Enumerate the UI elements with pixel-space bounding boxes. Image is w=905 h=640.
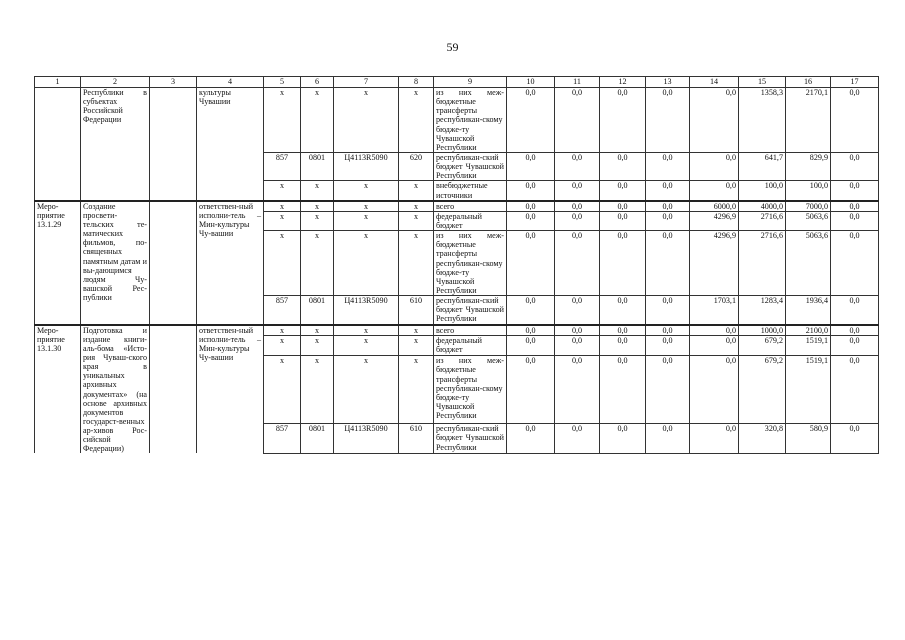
cell-value: 0,0 bbox=[690, 181, 739, 201]
cell-value: 4296,9 bbox=[690, 231, 739, 296]
cell-executor: ответствен-ный исполни-тель – Мин-культуры Чу-вашии bbox=[197, 201, 264, 325]
cell-event: Меро-приятие 13.1.29 bbox=[35, 201, 81, 325]
cell-value: 0,0 bbox=[507, 336, 555, 356]
cell-section: x bbox=[301, 336, 334, 356]
cell-value: 1519,1 bbox=[786, 336, 831, 356]
cell-value: 641,7 bbox=[739, 152, 786, 180]
cell-value: 0,0 bbox=[507, 181, 555, 201]
col-header: 14 bbox=[690, 77, 739, 88]
cell-section: x bbox=[301, 356, 334, 424]
cell-value: 2170,1 bbox=[786, 88, 831, 153]
cell-value: 0,0 bbox=[600, 201, 646, 212]
cell-value: 0,0 bbox=[600, 296, 646, 325]
cell-value: 0,0 bbox=[507, 296, 555, 325]
cell-executor: ответствен-ный исполни-тель – Мин-культуры Чу-вашии bbox=[197, 325, 264, 454]
cell-type: x bbox=[399, 325, 434, 336]
cell-value: 100,0 bbox=[739, 181, 786, 201]
col-header: 7 bbox=[334, 77, 399, 88]
cell-target: x bbox=[334, 201, 399, 212]
cell-event: Меро-приятие 13.1.30 bbox=[35, 325, 81, 454]
cell-value: 0,0 bbox=[646, 231, 690, 296]
cell-source: республикан-ский бюджет Чувашской Республики bbox=[434, 152, 507, 180]
cell-section: x bbox=[301, 181, 334, 201]
cell-value: 1703,1 bbox=[690, 296, 739, 325]
cell-value: 0,0 bbox=[600, 336, 646, 356]
cell-type: 610 bbox=[399, 296, 434, 325]
cell-value: 1000,0 bbox=[739, 325, 786, 336]
cell-type: x bbox=[399, 336, 434, 356]
cell-value: 4000,0 bbox=[739, 201, 786, 212]
cell-event-name: Подготовка и издание книги-аль-бома «Исто-рия Чуваш-ского края в уникальных архивных документах» (на основе архивных документов государст-венных ар-хивов Рос-сийской Федерации) bbox=[81, 325, 150, 454]
cell-section: x bbox=[301, 211, 334, 230]
page-number: 59 bbox=[446, 40, 459, 54]
cell-value: 0,0 bbox=[507, 325, 555, 336]
cell-empty bbox=[150, 201, 197, 325]
col-header: 11 bbox=[555, 77, 600, 88]
col-header: 10 bbox=[507, 77, 555, 88]
cell-target: Ц4113R5090 bbox=[334, 296, 399, 325]
cell-section: 0801 bbox=[301, 152, 334, 180]
cell-value: 320,8 bbox=[739, 424, 786, 454]
cell-grbs: x bbox=[264, 201, 301, 212]
cell-grbs: x bbox=[264, 356, 301, 424]
cell-value: 0,0 bbox=[646, 296, 690, 325]
cell-value: 2716,6 bbox=[739, 231, 786, 296]
cell-value: 0,0 bbox=[646, 356, 690, 424]
header-row bbox=[35, 77, 879, 88]
cell-type: x bbox=[399, 181, 434, 201]
cell-value: 0,0 bbox=[555, 336, 600, 356]
cell-value: 0,0 bbox=[690, 424, 739, 454]
cell-target: Ц4113R5090 bbox=[334, 152, 399, 180]
col-header: 1 bbox=[35, 77, 81, 88]
cell-value: 0,0 bbox=[600, 211, 646, 230]
cell-value: 0,0 bbox=[507, 356, 555, 424]
cell-target: x bbox=[334, 181, 399, 201]
cell-value: 1519,1 bbox=[786, 356, 831, 424]
cell-target: x bbox=[334, 231, 399, 296]
cell-target: x bbox=[334, 88, 399, 153]
cell-value: 0,0 bbox=[507, 211, 555, 230]
cell-value: 0,0 bbox=[646, 88, 690, 153]
cell-target: Ц4113R5090 bbox=[334, 424, 399, 454]
cell-value: 0,0 bbox=[555, 88, 600, 153]
cell-value: 0,0 bbox=[555, 152, 600, 180]
cell-source: из них меж-бюджетные трансферты республикан-скому бюдже-ту Чувашской Республики bbox=[434, 231, 507, 296]
cell-value: 0,0 bbox=[555, 424, 600, 454]
budget-table bbox=[34, 76, 879, 454]
cell-value: 2716,6 bbox=[739, 211, 786, 230]
cell-section: 0801 bbox=[301, 424, 334, 454]
col-header: 6 bbox=[301, 77, 334, 88]
cell-value: 0,0 bbox=[831, 231, 879, 296]
cell-value: 0,0 bbox=[507, 231, 555, 296]
cell-value: 0,0 bbox=[646, 152, 690, 180]
cell-section: x bbox=[301, 325, 334, 336]
cell-value: 1936,4 bbox=[786, 296, 831, 325]
cell-value: 679,2 bbox=[739, 356, 786, 424]
cell-value: 0,0 bbox=[831, 424, 879, 454]
cell-empty bbox=[150, 325, 197, 454]
cell-value: 0,0 bbox=[831, 325, 879, 336]
cell-value: 0,0 bbox=[555, 181, 600, 201]
cell-value: 0,0 bbox=[646, 325, 690, 336]
cell-type: x bbox=[399, 231, 434, 296]
cell-grbs: x bbox=[264, 325, 301, 336]
cell-type: x bbox=[399, 356, 434, 424]
cell-type: 620 bbox=[399, 152, 434, 180]
cell-value: 0,0 bbox=[831, 181, 879, 201]
cell-value: 0,0 bbox=[831, 336, 879, 356]
cell-value: 0,0 bbox=[690, 325, 739, 336]
col-header: 5 bbox=[264, 77, 301, 88]
cell-value: 0,0 bbox=[600, 356, 646, 424]
cell-grbs: x bbox=[264, 181, 301, 201]
cell-value: 0,0 bbox=[600, 424, 646, 454]
cell-value: 0,0 bbox=[646, 201, 690, 212]
cell-event-name: Республики в субъектах Российской Федерации bbox=[81, 88, 150, 201]
cell-value: 0,0 bbox=[600, 231, 646, 296]
cell-source: республикан-ский бюджет Чувашской Республики bbox=[434, 296, 507, 325]
cell-target: x bbox=[334, 211, 399, 230]
cell-value: 0,0 bbox=[646, 181, 690, 201]
cell-target: x bbox=[334, 336, 399, 356]
cell-grbs: x bbox=[264, 88, 301, 153]
cell-value: 5063,6 bbox=[786, 211, 831, 230]
cell-value: 4296,9 bbox=[690, 211, 739, 230]
table-row bbox=[35, 201, 879, 212]
cell-value: 1358,3 bbox=[739, 88, 786, 153]
cell-section: x bbox=[301, 201, 334, 212]
cell-value: 0,0 bbox=[600, 181, 646, 201]
cell-source: внебюджетные источники bbox=[434, 181, 507, 201]
cell-value: 100,0 bbox=[786, 181, 831, 201]
cell-value: 0,0 bbox=[555, 325, 600, 336]
cell-grbs: 857 bbox=[264, 296, 301, 325]
cell-value: 0,0 bbox=[690, 88, 739, 153]
cell-value: 0,0 bbox=[600, 152, 646, 180]
cell-value: 0,0 bbox=[555, 356, 600, 424]
cell-value: 0,0 bbox=[555, 296, 600, 325]
col-header: 13 bbox=[646, 77, 690, 88]
cell-value: 0,0 bbox=[507, 201, 555, 212]
cell-value: 0,0 bbox=[831, 211, 879, 230]
col-header: 2 bbox=[81, 77, 150, 88]
cell-empty bbox=[150, 88, 197, 201]
col-header: 8 bbox=[399, 77, 434, 88]
cell-source: всего bbox=[434, 325, 507, 336]
cell-grbs: 857 bbox=[264, 152, 301, 180]
cell-value: 679,2 bbox=[739, 336, 786, 356]
cell-section: x bbox=[301, 231, 334, 296]
cell-value: 2100,0 bbox=[786, 325, 831, 336]
table-row bbox=[35, 88, 879, 153]
cell-source: из них меж-бюджетные трансферты республикан-скому бюдже-ту Чувашской Республики bbox=[434, 88, 507, 153]
cell-type: x bbox=[399, 211, 434, 230]
cell-event bbox=[35, 88, 81, 201]
col-header: 17 bbox=[831, 77, 879, 88]
cell-source: федеральный бюджет bbox=[434, 336, 507, 356]
cell-event-name: Создание просвети-тельских те-матических фильмов, по-священных памятным датам и вы-дающимся людям Чу-вашской Рес-публики bbox=[81, 201, 150, 325]
cell-value: 7000,0 bbox=[786, 201, 831, 212]
cell-value: 0,0 bbox=[831, 201, 879, 212]
cell-grbs: 857 bbox=[264, 424, 301, 454]
cell-source: федеральный бюджет bbox=[434, 211, 507, 230]
cell-source: из них меж-бюджетные трансферты республикан-скому бюдже-ту Чувашской Республики bbox=[434, 356, 507, 424]
cell-grbs: x bbox=[264, 211, 301, 230]
cell-value: 5063,6 bbox=[786, 231, 831, 296]
cell-value: 0,0 bbox=[555, 231, 600, 296]
col-header: 15 bbox=[739, 77, 786, 88]
cell-value: 0,0 bbox=[555, 211, 600, 230]
col-header: 16 bbox=[786, 77, 831, 88]
cell-source: республикан-ский бюджет Чувашской Республики bbox=[434, 424, 507, 454]
cell-value: 6000,0 bbox=[690, 201, 739, 212]
cell-value: 0,0 bbox=[690, 152, 739, 180]
col-header: 12 bbox=[600, 77, 646, 88]
cell-value: 0,0 bbox=[507, 152, 555, 180]
cell-value: 0,0 bbox=[690, 336, 739, 356]
cell-section: x bbox=[301, 88, 334, 153]
cell-type: x bbox=[399, 88, 434, 153]
cell-type: 610 bbox=[399, 424, 434, 454]
cell-value: 0,0 bbox=[507, 88, 555, 153]
cell-value: 1283,4 bbox=[739, 296, 786, 325]
col-header: 3 bbox=[150, 77, 197, 88]
cell-executor: культуры Чувашии bbox=[197, 88, 264, 201]
col-header: 9 bbox=[434, 77, 507, 88]
cell-value: 0,0 bbox=[646, 211, 690, 230]
cell-grbs: x bbox=[264, 231, 301, 296]
cell-source: всего bbox=[434, 201, 507, 212]
cell-value: 0,0 bbox=[831, 296, 879, 325]
table-row bbox=[35, 325, 879, 336]
cell-value: 0,0 bbox=[646, 336, 690, 356]
cell-value: 0,0 bbox=[690, 356, 739, 424]
col-header: 4 bbox=[197, 77, 264, 88]
cell-value: 0,0 bbox=[831, 152, 879, 180]
cell-target: x bbox=[334, 356, 399, 424]
cell-value: 0,0 bbox=[831, 88, 879, 153]
cell-grbs: x bbox=[264, 336, 301, 356]
cell-value: 0,0 bbox=[600, 88, 646, 153]
cell-target: x bbox=[334, 325, 399, 336]
cell-value: 829,9 bbox=[786, 152, 831, 180]
cell-value: 0,0 bbox=[600, 325, 646, 336]
cell-type: x bbox=[399, 201, 434, 212]
cell-value: 0,0 bbox=[507, 424, 555, 454]
cell-value: 580,9 bbox=[786, 424, 831, 454]
cell-value: 0,0 bbox=[831, 356, 879, 424]
cell-section: 0801 bbox=[301, 296, 334, 325]
cell-value: 0,0 bbox=[555, 201, 600, 212]
cell-value: 0,0 bbox=[646, 424, 690, 454]
